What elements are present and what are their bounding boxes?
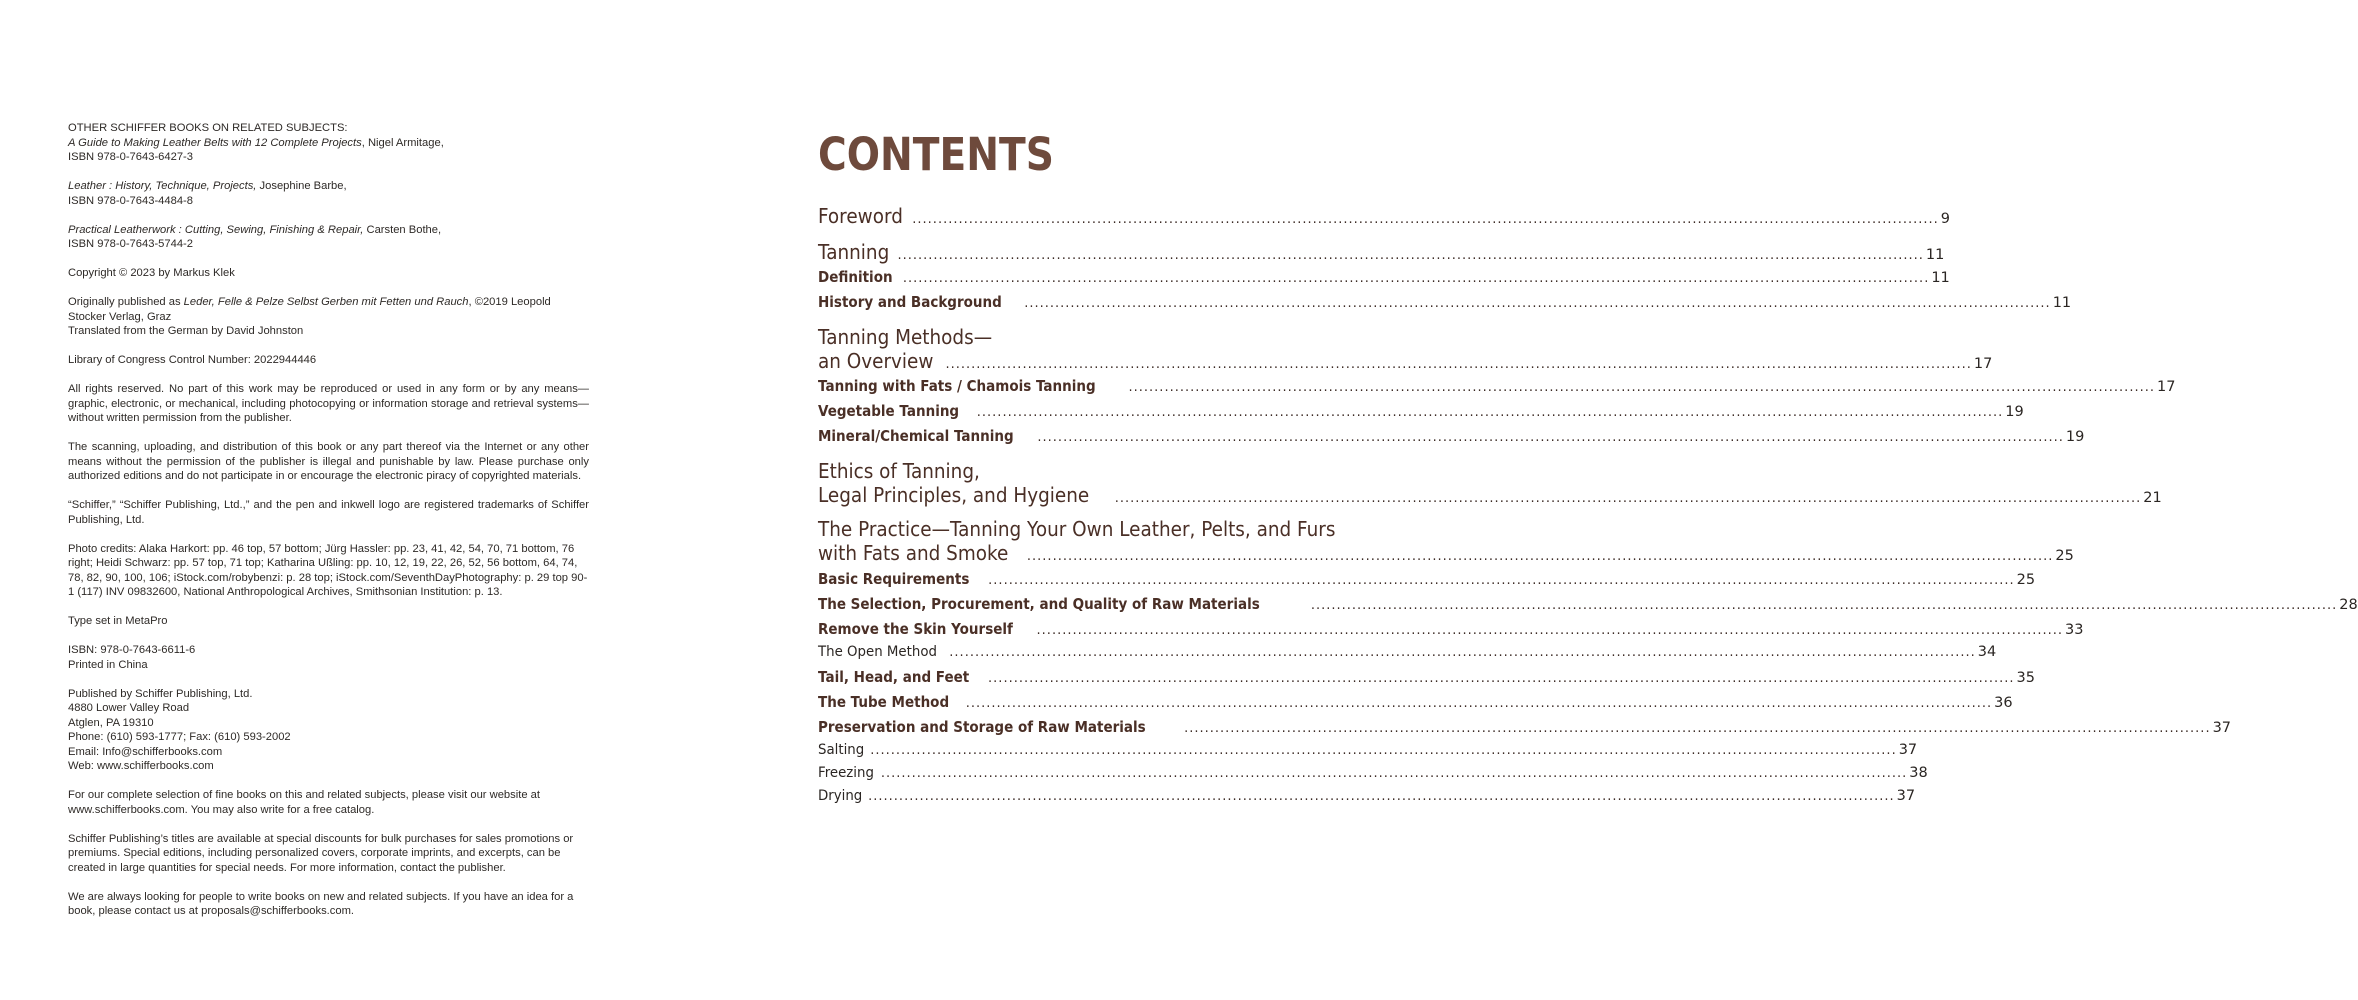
toc-entry-label: The Selection, Procurement, and Quality of Raw Materials [818,595,1260,613]
related-book-1: A Guide to Making Leather Belts with 12 Complete Projects, Nigel Armitage, ISBN 978-0-7643-6427-3 [68,136,444,163]
toc-entry-label: Mineral/Chemical Tanning [818,427,1014,445]
toc-page-number: 38 [1909,765,1928,781]
toc-page-number: 37 [1898,742,1918,758]
toc-entry[interactable] [818,204,1950,228]
toc-entry[interactable] [818,483,2162,507]
toc-entry[interactable] [818,742,1918,758]
toc-page-number: 37 [2212,720,2232,736]
toc-entry-label: Tanning [818,240,890,264]
toc-page-number: 11 [1931,270,1950,286]
toc-entry[interactable] [818,349,1993,373]
related-book-3 [68,223,589,252]
toc-entry[interactable] [818,377,2176,395]
toc-entry[interactable] [818,693,2013,711]
toc-page-number: 19 [2005,404,2024,420]
toc-page-number: 17 [1973,356,1993,372]
related-book-isbn: ISBN 978-0-7643-4484-8 [68,194,194,207]
toc-entry-label: History and Background [818,293,1002,311]
toc-page-number: 25 [2055,548,2074,564]
toc-entry-label: Freezing [818,765,874,781]
toc-entry[interactable] [818,620,2084,638]
leader-dots: ........................................................................................................................................................................................................ [870,743,1897,758]
toc-entry-label: Remove the Skin Yourself [818,620,1013,638]
leader-dots: ........................................................................................................................................................................................................ [949,645,1976,660]
related-book-isbn: ISBN 978-0-7643-5744-2 [68,238,194,250]
original-publication [68,295,589,339]
related-books-heading: OTHER SCHIFFER BOOKS ON RELATED SUBJECTS: [68,122,348,134]
related-book-author: Nigel Armitage, [367,136,444,149]
toc-page-number: 11 [2052,295,2072,311]
toc-page-number: 28 [2339,597,2358,613]
leader-dots: ........................................................................................................................................................................................................ [1114,491,2142,506]
toc-page-number: 34 [1977,644,1997,660]
toc-page-number: 21 [2143,490,2162,506]
toc-page-number: 36 [1994,695,2013,711]
related-book-author: Carsten Bothe, [366,223,442,236]
leader-dots: ........................................................................................................................................................................................................ [912,212,1939,227]
leader-dots: ........................................................................................................................................................................................................ [880,766,1908,781]
printed-in: Printed in China [68,658,148,671]
toc-page-number: 19 [2065,429,2085,445]
toc-page-number: 17 [2156,379,2176,395]
leader-dots: ........................................................................................................................................................................................................ [868,789,1895,804]
toc-entry-label: The Tube Method [818,693,950,711]
publisher-line: 4880 Lower Valley Road [68,702,190,714]
contents-title: CONTENTS [818,128,1054,181]
leader-dots: ........................................................................................................................................................................................................ [1037,430,2064,445]
authors-note: We are always looking for people to write books on new and related subjects. If you have an idea for a book, please contact us at proposals@schifferbooks.com. [68,890,574,917]
leader-dots: ........................................................................................................................................................................................................ [1184,721,2211,736]
toc-entry-label-line1: Ethics of Tanning, [818,459,980,483]
leader-dots: ........................................................................................................................................................................................................ [988,573,2015,588]
leader-dots: ........................................................................................................................................................................................................ [945,357,1972,372]
rights-notice: All rights reserved. No part of this work may be reproduced or used in any form or by any means—graphic, electronic, or mechanical, including photocopying or information storage and retrieval systems—without written permission from the publisher. [68,383,589,424]
leader-dots: ........................................................................................................................................................................................................ [976,405,2004,420]
colophon-page [68,121,589,933]
related-book-title: Practical Leatherwork : Cutting, Sewing, Finishing & Repair, [68,223,364,236]
publisher-line: Phone: (610) 593-1777; Fax: (610) 593-2002 [68,731,291,743]
publisher-line: Email: Info@schifferbooks.com [68,745,223,758]
toc-entry[interactable] [818,402,2024,420]
toc-entry-label: Legal Principles, and Hygiene [818,483,1090,507]
toc-entry-label: Basic Requirements [818,570,970,588]
related-book-isbn: ISBN 978-0-7643-6427-3 [68,151,194,163]
publisher-line: Web: www.schifferbooks.com [68,760,214,772]
isbn-block [68,643,589,672]
toc-entry-label: with Fats and Smoke [818,541,1009,565]
toc-entry-label: Drying [818,788,863,804]
orig-suffix: , ©2019 Leopold [468,296,551,308]
toc-page-number: 33 [2065,622,2084,638]
toc-entry-label-line1: The Practice—Tanning Your Own Leather, Pelts, and Furs [818,517,1336,541]
leader-dots: ........................................................................................................................................................................................................ [897,248,1924,263]
publisher-address [68,687,589,774]
toc-entry[interactable] [818,240,1945,264]
toc-entry[interactable] [818,644,1997,660]
toc-entry[interactable] [818,765,1928,781]
toc-page-number: 11 [1925,247,1945,263]
discounts-note: Schiffer Publishing’s titles are available at special discounts for bulk purchases for sales promotions or premiums. Special editions, including personalized covers, corporate imprints, and excerpts, can be created in large quantities for special needs. For more information, contact the publisher. [68,832,574,874]
leader-dots: ........................................................................................................................................................................................................ [1024,296,2051,311]
toc-page-number: 35 [2016,670,2035,686]
toc-entry-label: Tail, Head, and Feet [818,668,970,686]
leader-dots: ........................................................................................................................................................................................................ [988,671,2015,686]
publisher-line: Atglen, PA 19310 [68,716,154,729]
related-book-title: A Guide to Making Leather Belts with 12 Complete Projects [68,136,362,149]
publisher-line: Published by Schiffer Publishing, Ltd. [68,687,253,700]
toc-entry[interactable] [818,718,2232,736]
toc-entry-label: The Open Method [818,644,937,660]
toc-entry-label: Foreword [818,204,903,228]
toc-entry-label: Preservation and Storage of Raw Materials [818,718,1146,736]
related-book-2 [68,179,589,208]
toc-entry[interactable] [818,595,2358,613]
toc-page-number: 25 [2016,572,2036,588]
translator: Translated from the German by David Johnston [68,325,304,337]
leader-dots: ........................................................................................................................................................................................................ [965,696,1993,711]
toc-entry-label: Tanning with Fats / Chamois Tanning [818,377,1096,395]
orig-prefix: Originally published as [68,296,184,308]
toc-entry-label: Salting [818,742,865,758]
orig-publisher: Stocker Verlag, Graz [68,310,172,323]
leader-dots: ........................................................................................................................................................................................................ [1026,549,2054,564]
toc-entry[interactable] [818,788,1916,804]
toc-entry[interactable] [818,570,2036,588]
toc-entry-label: an Overview [818,349,934,373]
original-title: Leder, Felle & Pelze Selbst Gerben mit Fetten und Rauch [183,296,469,308]
toc-entry-label: Vegetable Tanning [818,402,960,420]
related-book-title: Leather : History, Technique, Projects, [68,180,257,192]
leader-dots: ........................................................................................................................................................................................................ [1128,380,2155,395]
related-book-author: Josephine Barbe, [259,180,347,192]
toc-entry[interactable] [818,427,2085,445]
piracy-notice: The scanning, uploading, and distribution of this book or any part thereof via the Internet or any other means without the permission of the publisher is illegal and punishable by law. Please purchase only authorized editions and do not participate in or encourage the electronic piracy of copyrighted materials. [68,441,589,482]
photo-credits: Photo credits: Alaka Harkort: pp. 46 top, 57 bottom; Jürg Hassler: pp. 23, 41, 42, 54, 70, 71 bottom, 76 right; Heidi Schwarz: pp. 57 top, 71 top; Katharina Ußling: pp. 10, 12, 19, 22, 26, 52, 56 bottom, 64, 74, 78, 82, 90, 100, 106; iStock.com/robybenzi: p. 28 top; iStock.com/SeventhDayPhotography: p. 29 top 90-1 (117) INV 09832600, National Anthropological Archives, Smithsonian Institution: p. 13. [68,542,588,598]
toc-entry[interactable] [818,268,1950,286]
leader-dots: ........................................................................................................................................................................................................ [1310,598,2338,613]
selection-note: For our complete selection of fine books on this and related subjects, please visit our website at www.schifferbooks.com. You may also write for a free catalog. [68,789,540,816]
leader-dots: ........................................................................................................................................................................................................ [902,271,1930,286]
trademark-notice: “Schiffer,” “Schiffer Publishing, Ltd.,” and the pen and inkwell logo are registered trademarks of Schiffer Publishing, Ltd. [68,499,589,526]
toc-page-number: 37 [1896,788,1916,804]
toc-entry-label-line1: Tanning Methods— [818,325,993,349]
toc-page-number: 9 [1940,211,1950,227]
loc-number: Library of Congress Control Number: 2022944446 [68,354,317,366]
toc-entry[interactable] [818,541,2074,565]
toc-entry-label: Definition [818,268,893,286]
toc-entry[interactable] [818,668,2035,686]
toc-entry[interactable] [818,293,2072,311]
isbn: ISBN: 978-0-7643-6611-6 [68,644,196,656]
leader-dots: ........................................................................................................................................................................................................ [1036,623,2064,638]
copyright-notice: Copyright © 2023 by Markus Klek [68,267,235,279]
typeset-note: Type set in MetaPro [68,615,168,627]
